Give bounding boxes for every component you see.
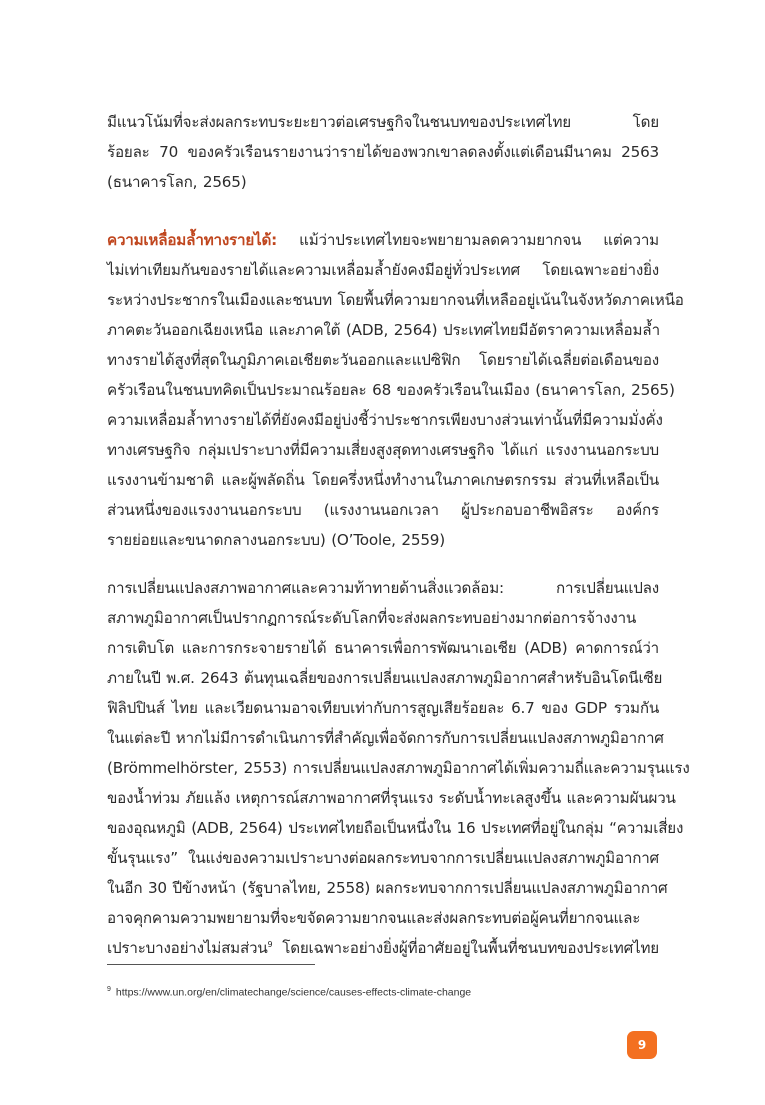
text-line: ร้อยละ 70 ของครัวเรือนรายงานว่ารายได้ของพวกเขาลดลงตั้งแต่เดือนมีนาคม 2563 — [107, 143, 659, 161]
text-line: อาจคุกคามความพยายามที่จะขจัดความยากจนและส่งผลกระทบต่อผู้คนที่ยากจนและ — [107, 909, 641, 927]
text-run: โดยเฉพาะอย่างยิ่งผู้ที่อาศัยอยู่ในพื้นที่ชนบทของประเทศไทย — [272, 939, 659, 957]
text-line: การเติบโต และการกระจายรายได้ ธนาคารเพื่อการพัฒนาเอเชีย (ADB) คาดการณ์ว่า — [107, 639, 659, 657]
text-line: ภายในปี พ.ศ. 2643 ต้นทุนเฉลี่ยของการเปลี่ยนแปลงสภาพภูมิอากาศสำหรับอินโดนีเซีย — [107, 669, 663, 687]
footnote-number: 9 — [107, 986, 111, 993]
text-line: สภาพภูมิอากาศเป็นปรากฏการณ์ระดับโลกที่จะส่งผลกระทบอย่างมากต่อการจ้างงาน — [107, 609, 637, 627]
text-line: มีแนวโน้มที่จะส่งผลกระทบระยะยาวต่อเศรษฐกิจในชนบทของประเทศไทย โดย — [107, 113, 659, 131]
text-line: การเปลี่ยนแปลงสภาพอากาศและความท้าทายด้านสิ่งแวดล้อม: การเปลี่ยนแปลง — [107, 579, 659, 597]
text-line: ขั้นรุนแรง” ในแง่ของความเปราะบางต่อผลกระทบจากการเปลี่ยนแปลงสภาพภูมิอากาศ — [107, 849, 659, 867]
text-line: ฟิลิปปินส์ ไทย และเวียดนามอาจเทียบเท่ากับการสูญเสียร้อยละ 6.7 ของ GDP รวมกัน — [107, 699, 659, 717]
text-line: ทางเศรษฐกิจ กลุ่มเปราะบางที่มีความเสี่ยงสูงสุดทางเศรษฐกิจ ได้แก่ แรงงานนอกระบบ — [107, 441, 659, 459]
text-line: ในอีก 30 ปีข้างหน้า (รัฐบาลไทย, 2558) ผลกระทบจากการเปลี่ยนแปลงสภาพภูมิอากาศ — [107, 879, 668, 897]
text-line: (Brömmelhörster, 2553) การเปลี่ยนแปลงสภาพภูมิอากาศได้เพิ่มความถี่และความรุนแรง — [107, 759, 690, 777]
page-number-badge — [627, 1031, 657, 1059]
footnote-reference[interactable]: 9 — [267, 939, 273, 949]
text-run: แม้ว่าประเทศไทยจะพยายามลดความยากจน แต่ความ — [277, 231, 659, 249]
text-line: ไม่เท่าเทียมกันของรายได้และความเหลื่อมล้ำยังคงมีอยู่ทั่วประเทศ โดยเฉพาะอย่างยิ่ง — [107, 261, 659, 279]
paragraph-rural-impact — [107, 107, 659, 197]
text-line: ของน้ำท่วม ภัยแล้ง เหตุการณ์สภาพอากาศที่รุนแรง ระดับน้ำทะเลสูงขึ้น และความผันผวน — [107, 789, 676, 807]
text-line: รายย่อยและขนาดกลางนอกระบบ) (O’Toole, 2559) — [107, 531, 445, 549]
section-lead-heading: ความเหลื่อมล้ำทางรายได้: — [107, 231, 278, 249]
paragraph-income-inequality — [107, 225, 684, 555]
footnote-url-link[interactable]: https://www.un.org/en/climatechange/science/causes-effects-climate-change — [115, 986, 472, 999]
text-line: ระหว่างประชากรในเมืองและชนบท โดยพื้นที่ความยากจนที่เหลืออยู่เน้นในจังหวัดภาคเหนือ — [107, 291, 684, 309]
text-line: ในแต่ละปี หากไม่มีการดำเนินการที่สำคัญเพื่อจัดการกับการเปลี่ยนแปลงสภาพภูมิอากาศ — [107, 729, 664, 747]
page-number: 9 — [637, 1038, 647, 1052]
text-run: เปราะบางอย่างไม่สมส่วน — [107, 939, 268, 957]
text-line: ของอุณหภูมิ (ADB, 2564) ประเทศไทยถือเป็นหนึ่งใน 16 ประเทศที่อยู่ในกลุ่ม “ความเสี่ยง — [107, 819, 684, 837]
paragraph-climate-change — [107, 573, 690, 963]
text-line: ภาคตะวันออกเฉียงเหนือ และภาคใต้ (ADB, 2564) ประเทศไทยมีอัตราความเหลื่อมล้ำ — [107, 321, 660, 339]
footnote — [107, 986, 471, 999]
footnote-divider — [107, 964, 315, 965]
text-line: ทางรายได้สูงที่สุดในภูมิภาคเอเชียตะวันออกและแปซิฟิก โดยรายได้เฉลี่ยต่อเดือนของ — [107, 351, 659, 369]
text-line — [107, 225, 659, 255]
text-line: ครัวเรือนในชนบทคิดเป็นประมาณร้อยละ 68 ของครัวเรือนในเมือง (ธนาคารโลก, 2565) — [107, 381, 675, 399]
text-line: (ธนาคารโลก, 2565) — [107, 173, 247, 191]
text-line — [107, 933, 659, 963]
text-line: แรงงานข้ามชาติ และผู้พลัดถิ่น โดยครึ่งหนึ่งทำงานในภาคเกษตรกรรม ส่วนที่เหลือเป็น — [107, 471, 659, 489]
text-line: ความเหลื่อมล้ำทางรายได้ที่ยังคงมีอยู่บ่งชี้ว่าประชากรเพียงบางส่วนเท่านั้นที่มีความมั่งคั่ง — [107, 411, 663, 429]
text-line: ส่วนหนึ่งของแรงงานนอกระบบ (แรงงานนอกเวลา ผู้ประกอบอาชีพอิสระ องค์กร — [107, 501, 659, 519]
